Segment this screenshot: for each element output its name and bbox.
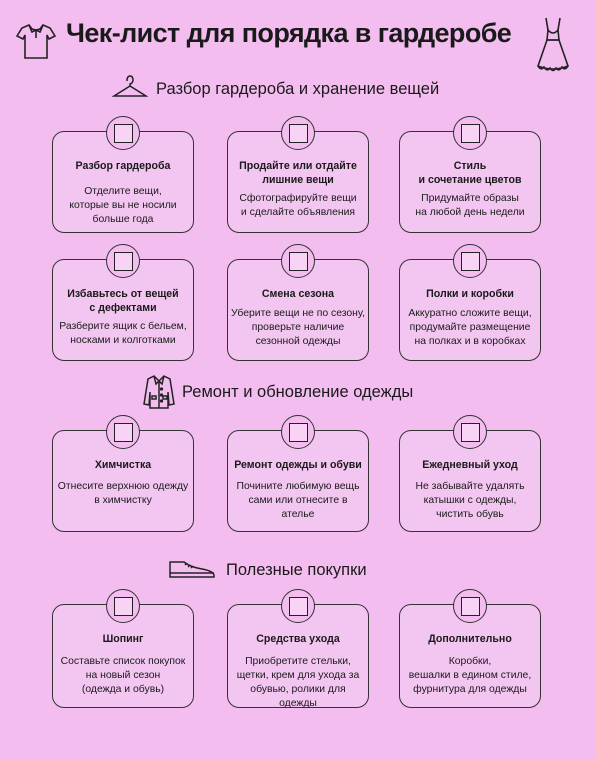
card-text: Отнесите верхнюю одежду в химчистку — [57, 481, 189, 506]
checkbox-icon[interactable] — [453, 244, 487, 278]
card-text: Не забывайте удалять катышки с одежды, чистить обувь — [415, 481, 525, 520]
card-style-colors — [399, 131, 541, 233]
card-title: Продайте или отдайте лишние вещи — [239, 160, 357, 186]
card-text: Приобретите стельки, щетки, крем для ухода за обувью, ролики для одежды — [236, 656, 360, 709]
card-defects — [52, 259, 194, 361]
card-title: Избавьтесь от вещей с дефектами — [67, 288, 179, 314]
card-shelves-boxes — [399, 259, 541, 361]
card-text: Аккуратно сложите вещи, продумайте размещение на полках и в коробках — [408, 308, 532, 347]
card-season-change — [227, 259, 369, 361]
card-title: Ежедневный уход — [422, 459, 518, 471]
card-title: Смена сезона — [261, 288, 335, 300]
card-title: Стиль и сочетание цветов — [418, 160, 522, 186]
card-wardrobe-sort — [52, 131, 194, 233]
card-text: Коробки, вешалки в едином стиле, фурнитура для одежды — [408, 656, 532, 695]
checkbox-icon[interactable] — [106, 589, 140, 623]
hanger-icon — [112, 74, 148, 100]
card-title: Химчистка — [94, 459, 152, 471]
card-text: Сфотографируйте вещи и сделайте объявления — [239, 193, 357, 218]
card-additional — [399, 604, 541, 708]
section-title-purchases: Полезные покупки — [226, 561, 367, 579]
checkbox-icon[interactable] — [453, 589, 487, 623]
card-title: Ремонт одежды и обуви — [234, 459, 362, 471]
card-dry-cleaning — [52, 430, 194, 532]
card-shopping — [52, 604, 194, 708]
card-title: Полки и коробки — [426, 288, 514, 300]
card-title: Средства ухода — [256, 633, 340, 645]
checkbox-icon[interactable] — [453, 415, 487, 449]
checkbox-icon[interactable] — [453, 116, 487, 150]
card-text: Уберите вещи не по сезону, проверьте наличие сезонной одежды — [231, 308, 365, 347]
card-sell-items — [227, 131, 369, 233]
card-title: Дополнительно — [428, 633, 512, 645]
card-daily-care — [399, 430, 541, 532]
section-title-storage: Разбор гардероба и хранение вещей — [156, 80, 440, 98]
checkbox-icon[interactable] — [281, 116, 315, 150]
card-care-products — [227, 604, 369, 708]
dress-icon — [528, 16, 578, 76]
coat-icon — [143, 374, 175, 410]
checkbox-icon[interactable] — [106, 116, 140, 150]
checkbox-icon[interactable] — [281, 244, 315, 278]
card-title: Шопинг — [102, 633, 144, 645]
shirt-icon — [16, 22, 56, 60]
checkbox-icon[interactable] — [106, 244, 140, 278]
section-title-repair: Ремонт и обновление одежды — [182, 383, 414, 401]
card-text: Отделите вещи, которые вы не носили больше года — [69, 186, 177, 225]
checkbox-icon[interactable] — [281, 589, 315, 623]
card-title: Разбор гардероба — [75, 160, 171, 172]
card-clothes-repair — [227, 430, 369, 532]
card-text: Придумайте образы на любой день недели — [415, 193, 525, 218]
shoe-icon — [168, 558, 216, 580]
card-text: Почините любимую вещь сами или отнесите в ателье — [236, 481, 360, 520]
card-text: Составьте список покупок на новый сезон (одежда и обувь) — [60, 656, 186, 695]
checkbox-icon[interactable] — [281, 415, 315, 449]
page-title: Чек-лист для порядка в гардеробе — [66, 18, 512, 48]
card-text: Разберите ящик с бельем, носками и колготками — [59, 321, 187, 346]
checkbox-icon[interactable] — [106, 415, 140, 449]
